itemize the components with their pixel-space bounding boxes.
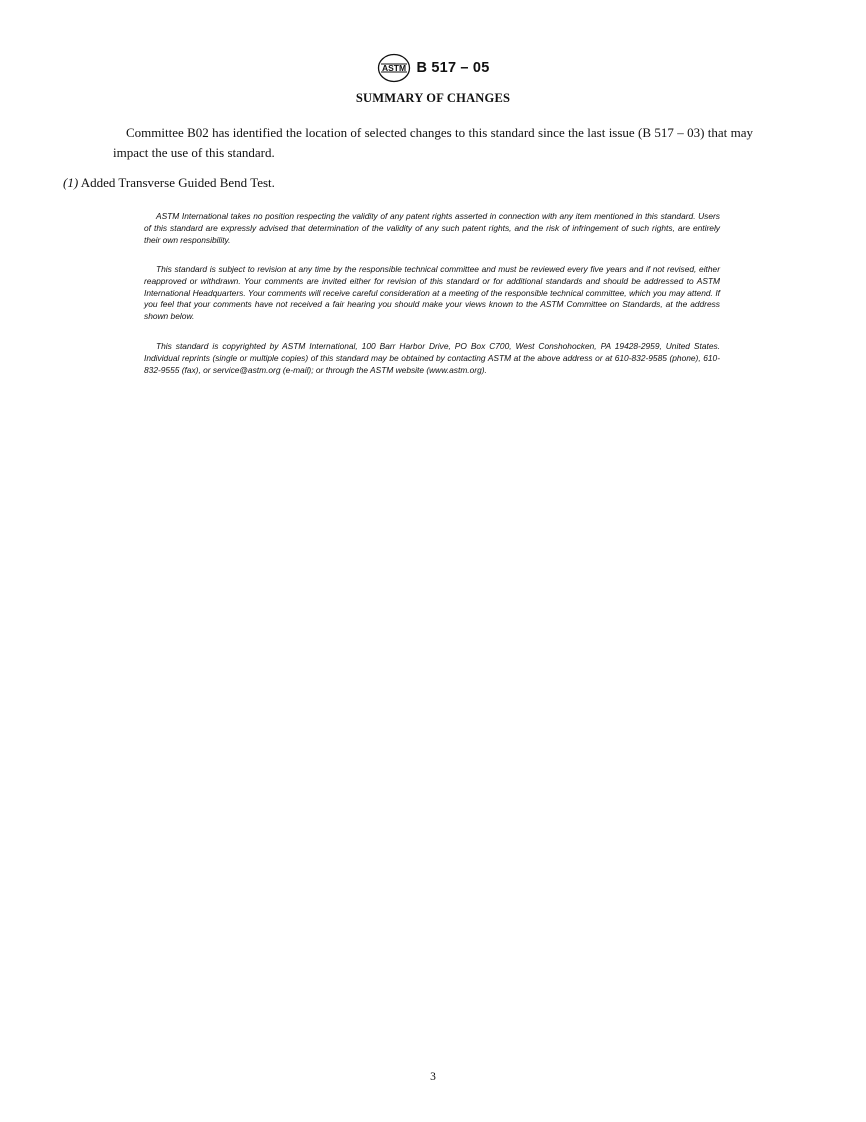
summary-title: SUMMARY OF CHANGES <box>355 91 511 105</box>
revision-notice: This standard is subject to revision at any time by the responsible technical committee and must be reviewed every five years and if not revised, either reapproved or withdrawn. Your comments are invited either for revision of this standard or for additional standards and should be addressed to ASTM International Headquarters. Your comments will receive careful consideration at a meeting of the responsible technical committee, which you may attend. If you feel that your comments have not received a fair hearing you should make your views known to the ASTM Committee on Standards, at the address shown below. <box>144 264 720 322</box>
summary-intro: Committee B02 has identified the location of selected changes to this standard since the last issue (B 517 – 03) that may impact the use of this standard. <box>113 125 753 160</box>
astm-logo-icon <box>377 53 411 83</box>
change-item-text: Added Transverse Guided Bend Test. <box>80 175 275 190</box>
document-header <box>0 53 866 83</box>
copyright-notice: This standard is copyrighted by ASTM International, 100 Barr Harbor Drive, PO Box C700, West Conshohocken, PA 19428-2959, United States. Individual reprints (single or multiple copies) of this standard may be obtained by contacting ASTM at the above address or at 610-832-9585 (phone), 610-832-9555 (fax), or service@astm.org (e-mail); or through the ASTM website (www.astm.org). <box>144 341 720 375</box>
patent-notice: ASTM International takes no position respecting the validity of any patent rights asserted in connection with any item mentioned in this standard. Users of this standard are expressly advised that determination of the validity of any such patent rights, and the risk of infringement of such rights, are entirely their own responsibility. <box>144 211 720 245</box>
svg-text:ASTM: ASTM <box>381 63 406 73</box>
page-number: 3 <box>430 1071 436 1083</box>
change-item <box>63 175 275 191</box>
change-item-number: (1) <box>63 175 79 190</box>
standard-designation: B 517 – 05 <box>416 60 490 76</box>
